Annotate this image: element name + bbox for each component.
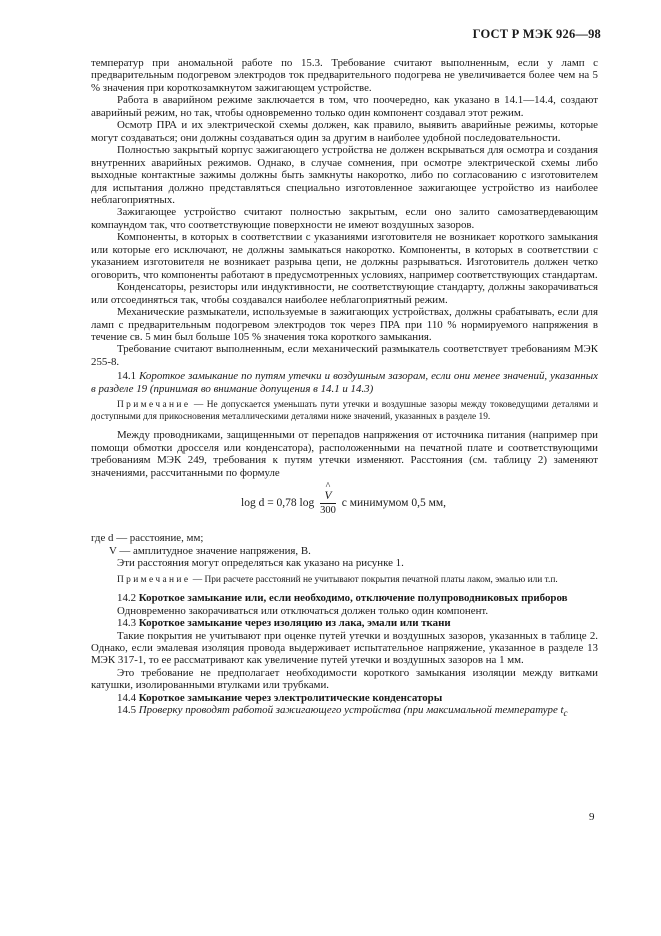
note-text: — При расчете расстояний не учитывают покрытия печатной платы лаком, эмалью или т.п. xyxy=(192,574,558,585)
paragraph: температур при аномальной работе по 15.3. Требование считают выполненным, если у ламп с предварительным подогревом электродов ток предварительного подогрева не увеличивается более чем на 5 % значения при короткозамкнутом зажигающем устройстве. xyxy=(91,57,598,94)
clause-14-4 xyxy=(91,692,598,704)
clause-title: Короткое замыкание через изоляцию из лака, эмали или ткани xyxy=(138,617,451,630)
clause-text: Проверку проводят работой зажигающего устройства (при максимальной температуре t xyxy=(138,704,564,717)
formula-fraction xyxy=(320,481,336,518)
paragraph: Эти расстояния могут определяться как указано на рисунке 1. xyxy=(117,557,404,570)
clause-14-1 xyxy=(91,370,598,395)
clause-number: 14.5 xyxy=(117,704,137,717)
paragraph: Полностью закрытый корпус зажигающего устройства не должен вскрываться для осмотра и создания внутренних аварийных режимов. Однако, в случае сомнения, при осмотре электрической схемы либо выходные контактные зажимы должны быть замкнуты накоротко, либо по согласованию с изготовителем для испытания должно представляться специально изготовленное зажигающее устройство из наиболее неблагоприятных. xyxy=(91,144,598,206)
formula-numerator-value: V xyxy=(324,490,332,503)
paragraph: Между проводниками, защищенными от перепадов напряжения от источника питания (например при помощи обмотки дросселя или конденсатора), расположенными на печатной плате и соответствующими требованиям МЭК 249, требования к путям утечки изменяют. Расстояния (см. таблицу 2) заменяют значениями, рассчитанными по формуле xyxy=(91,429,598,479)
note-label: Примечание xyxy=(117,574,191,585)
paragraph: Осмотр ПРА и их электрической схемы должен, как правило, выявить аварийные режимы, которые могут создаваться; они должны создаваться один за другим в наиболее удобной последовательности. xyxy=(91,119,598,144)
paragraph: Требование считают выполненным, если механический размыкатель соответствует требованиям МЭК 255-8. xyxy=(91,343,598,368)
paragraph: Конденсаторы, резисторы или индуктивности, не соответствующие стандарту, должны закорачиваться или отсоединяться так, чтобы создавался наиболее неблагоприятный режим. xyxy=(91,281,598,306)
clause-14-2 xyxy=(91,592,598,604)
formula-denominator: 300 xyxy=(320,505,336,517)
document-body xyxy=(91,57,598,720)
note-1 xyxy=(91,400,598,423)
formula-hat: ^ xyxy=(325,481,331,493)
formula xyxy=(241,481,598,518)
clause-number: 14.1 xyxy=(117,370,137,383)
clause-title: Короткое замыкание через электролитические конденсаторы xyxy=(138,691,443,704)
paragraph: Такие покрытия не учитывают при оценке путей утечки и воздушных зазоров, указанных в таблице 2. Однако, если эмалевая изоляция провода выдерживает испытательное напряжение, указанное в разделе 13 МЭК 317-1, то ее рассматривают как увеличение путей утечки и воздушных зазоров на 1 мм. xyxy=(91,629,598,667)
paragraph: Механические размыкатели, используемые в зажигающих устройствах, должны срабатывать, если для ламп с предварительным подогревом электродов ток через ПРА при 110 % нормируемого напряжения в течение св. 5 мин был больше 105 % значения тока короткого замыкания. xyxy=(91,306,598,343)
document-header: ГОСТ Р МЭК 926—98 xyxy=(472,27,601,41)
paragraph: Работа в аварийном режиме заключается в том, что поочередно, как указано в 14.1—14.4, создают аварийный режим, но так, чтобы одновременно только один компонент создавал этот режим. xyxy=(91,94,598,119)
note-label: Примечание xyxy=(117,400,191,411)
clause-title: Короткое замыкание или, если необходимо, отключение полупроводниковых приборов xyxy=(138,592,568,605)
formula-lhs: log d = 0,78 log xyxy=(241,497,315,510)
paragraph: Компоненты, в которых в соответствии с указаниями изготовителя не возникает короткого замыкания или которые его исключают, не должны замыкаться накоротко. Компоненты, в которых в соответствии с указанием изготовителя не возникает разрыва цепи, не должны разрываться. Изготовитель должен четко оговорить, что компоненты работают в предусмотренных условиях, например соответствующих стандартам. xyxy=(91,231,598,281)
paragraph: Одновременно закорачиваться или отключаться должен только один компонент. xyxy=(117,604,489,617)
clause-14-3 xyxy=(91,617,598,629)
note-text: — Не допускается уменьшать пути утечки и воздушные зазоры между токоведущими деталями и доступными для прикосновения металлическими деталями ниже значений, указанных в разделе 19. xyxy=(91,400,598,422)
formula-rhs: с минимумом 0,5 мм, xyxy=(341,497,447,510)
where-line-2: V — амплитудное значение напряжения, В. xyxy=(109,544,311,557)
clause-number: 14.2 xyxy=(117,592,137,605)
note-2 xyxy=(91,575,598,587)
clause-14-5 xyxy=(91,704,598,720)
paragraph: Это требование не предполагает необходимости короткого замыкания изоляции между витками катушки, изолированными втулками или трубками. xyxy=(91,666,598,692)
where-line-1: где d — расстояние, мм; xyxy=(91,532,204,545)
clause-number: 14.4 xyxy=(117,691,137,704)
clause-text: Короткое замыкание по путям утечки и воздушным зазорам, если они менее значений, указанных в разделе 19 (принимая во внимание допущения в 14.1 и 14.3) xyxy=(91,370,598,395)
paragraph: Зажигающее устройство считают полностью закрытым, если оно залито самозатвердевающим компаундом так, что соответствующие поверхности не имеют воздушных зазоров. xyxy=(91,206,598,231)
page-number: 9 xyxy=(589,811,595,823)
formula-numerator xyxy=(320,481,336,504)
clause-subscript: c xyxy=(563,708,568,719)
clause-number: 14.3 xyxy=(117,617,137,630)
